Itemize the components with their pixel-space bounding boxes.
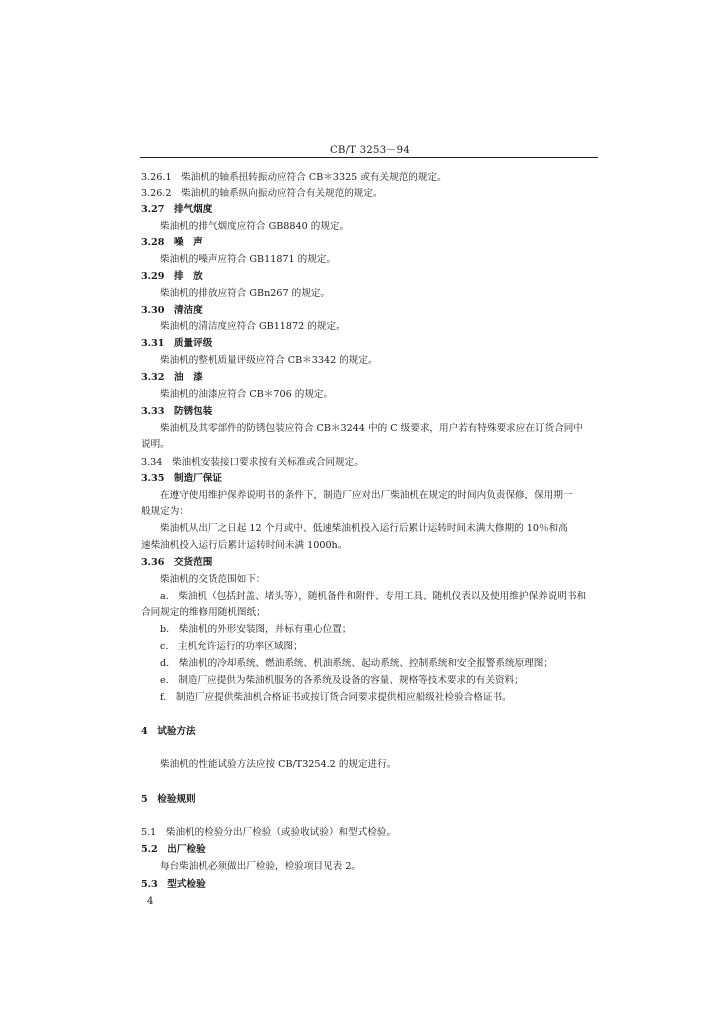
clause-3-35-heading: 3.35 制造厂保证 [141,473,222,484]
clause-3-29-text: 柴油机的排放应符合 GBn267 的规定。 [160,288,331,299]
clause-3-35-text-2: 柴油机从出厂之日起 12 个月或中、低速柴油机投入运行后累计运转时间未满大修期的 10％和高 [160,523,568,534]
clause-5-2-heading: 5.2 出厂检验 [141,844,206,855]
clause-3-35-text: 在遵守使用维护保养说明书的条件下，制造厂应对出厂柴油机在规定的时间内负责保修，保用期一 [160,490,573,501]
clause-3-31-text: 柴油机的整机质量评级应符合 CB＊3342 的规定。 [160,355,378,366]
clause-5-3-heading: 5.3 型式检验 [141,879,206,890]
section-5-heading: 5 检验规则 [141,794,196,805]
clause-3-36-heading: 3.36 交货范围 [141,557,213,568]
list-item-a-cont: 合同规定的维修用随机图纸； [141,607,266,618]
clause-3-35-text-cont: 般规定为： [141,506,189,517]
clause-3-35-text-2-cont: 速柴油机投入运行后累计运转时间未满 1000h。 [141,540,348,551]
clause-3-27-text: 柴油机的排气烟度应符合 GB8840 的规定。 [160,221,350,232]
clause-5-1: 5.1 柴油机的检验分出厂检验（或验收试验）和型式检验。 [141,827,397,838]
clause-3-30-heading: 3.30 清洁度 [141,305,203,316]
list-item-d: d. 柴油机的冷却系统、燃油系统、机油系统、起动系统、控制系统和安全报警系统原理图； [160,658,553,669]
standard-code-header: CB/T 3253－94 [330,145,410,156]
clause-3-31-heading: 3.31 质量评级 [141,338,213,349]
clause-3-32-heading: 3.32 油 漆 [141,372,203,383]
clause-3-28-heading: 3.28 噪 声 [141,237,203,248]
list-item-a: a. 柴油机（包括封盖、堵头等），随机备件和附件、专用工具、随机仪表以及使用维护保养说明书和 [160,591,587,602]
clause-3-33-text: 柴油机及其零部件的防锈包装应符合 CB＊3244 中的 C 级要求，用户若有特殊要求应在订货合同中 [160,423,583,434]
list-item-f: f. 制造厂应提供柴油机合格证书或按订货合同要求提供相应船级社检验合格证书。 [160,692,512,703]
section-4-text: 柴油机的性能试验方法应按 CB/T3254.2 的规定进行。 [160,759,397,770]
list-item-e: e. 制造厂应提供为柴油机服务的各系统及设备的容量、规格等技术要求的有关资料； [160,675,524,686]
clause-3-26-1: 3.26.1 柴油机的轴系扭转振动应符合 CB＊3325 或有关规范的规定。 [141,172,447,183]
clause-3-27-heading: 3.27 排气烟度 [141,204,213,215]
clause-3-33-text-cont: 说明。 [141,439,170,450]
clause-3-28-text: 柴油机的噪声应符合 GB11871 的规定。 [160,254,337,265]
section-4-heading: 4 试验方法 [141,726,196,737]
clause-3-34: 3.34 柴油机安装接口要求按有关标准或合同规定。 [141,457,364,468]
list-item-c: c. 主机允许运行的功率区域图； [160,641,303,652]
clause-3-32-text: 柴油机的油漆应符合 CB＊706 的规定。 [160,389,334,400]
clause-3-30-text: 柴油机的清洁度应符合 GB11872 的规定。 [160,321,346,332]
page-number: 4 [147,896,154,907]
header-rule [140,157,598,158]
clause-3-36-text: 柴油机的交货范围如下： [160,574,266,585]
clause-3-33-heading: 3.33 防锈包装 [141,406,213,417]
clause-5-2-text: 每台柴油机必须做出厂检验，检验项目见表 2。 [160,861,362,872]
clause-3-29-heading: 3.29 排 放 [141,271,203,282]
list-item-b: b. 柴油机的外形安装图，并标有重心位置； [160,624,352,635]
clause-3-26-2: 3.26.2 柴油机的轴系纵向振动应符合有关规范的规定。 [141,188,383,199]
